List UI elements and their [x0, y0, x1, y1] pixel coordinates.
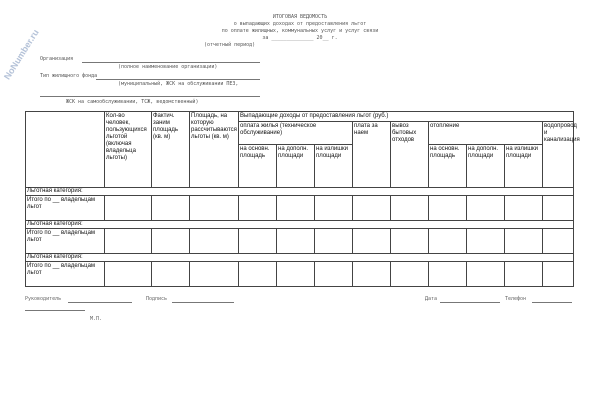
org-label: Организация [40, 56, 74, 62]
col-area-actual: Фактич. заним площадь (кв. м) [152, 112, 190, 188]
fund-line-2 [40, 96, 260, 97]
extra-line [25, 310, 85, 311]
fund-label: Тип жилищного фонда [40, 73, 98, 79]
head-line [68, 302, 132, 303]
category-row: Льготная категория: [26, 188, 574, 196]
income-table [25, 111, 580, 287]
total-label: Итого по __ владельцам льгот [26, 262, 105, 287]
watermark: NoNumber.ru [2, 27, 41, 82]
total-row [26, 262, 574, 287]
heating-sub-main: на основн. площадь [429, 145, 467, 188]
col-area-benefit: Площадь, на которую рассчитываются льготы (кв. м) [190, 112, 239, 188]
head-label: Руководитель [25, 296, 62, 302]
fund-line [96, 79, 260, 80]
title-line-2: о выпадающих доходах от предоставления льгот [233, 21, 367, 27]
group-housing: оплата жилья (техническое обслуживание) [239, 122, 353, 145]
total-label: Итого по __ владельцам льгот [26, 196, 105, 221]
category-row: Льготная категория: [26, 221, 574, 229]
date-line [440, 302, 500, 303]
phone-line [532, 302, 572, 303]
org-caption: (полное наименование организации) [118, 64, 218, 70]
stamp-label: М.П. [90, 316, 103, 322]
phone-label: Телефон [505, 296, 527, 302]
total-label: Итого по __ владельцам льгот [26, 229, 105, 254]
total-row [26, 196, 574, 221]
sign-line [172, 302, 234, 303]
title-line-3: по оплате жилищных, коммунальных услуг и услуг связи [221, 28, 379, 34]
category-row: Льготная категория: [26, 254, 574, 262]
col-waste: вывоз бытовых отходов [391, 122, 429, 188]
housing-sub-surplus: на излишки площади [315, 145, 353, 188]
title-line-4: за ______________ 20__ г. [262, 35, 338, 41]
group-heating: отопление [429, 122, 543, 145]
col-count-people: Кол-во человек, пользующихся льготой (включая владельца льготы) [105, 112, 152, 188]
heating-sub-surplus: на излишки площади [505, 145, 543, 188]
housing-sub-main: на основн. площадь [239, 145, 277, 188]
total-row [26, 229, 574, 254]
title-line-1: ИТОГОВАЯ ВЕДОМОСТЬ [272, 14, 328, 20]
housing-sub-extra: на дополн. площади [277, 145, 315, 188]
date-label: Дата [425, 296, 438, 302]
org-line [82, 62, 260, 63]
period-caption: (отчетный период) [204, 42, 256, 48]
sign-label: Подпись [146, 296, 168, 302]
col-rent: плата за наем [353, 122, 391, 188]
fund-caption-2: ЖСК на самообслуживании, ТСЖ, ведомственный) [66, 99, 199, 105]
group-lost-income: Выпадающие доходы от предоставления льгот (руб.) [239, 112, 574, 122]
fund-caption: (муниципальный, ЖСК на обслуживании ПЕЗ, [118, 81, 239, 87]
col-water: водопровод и канализация [543, 122, 574, 188]
heating-sub-extra: на дополн. площади [467, 145, 505, 188]
category-header-cell [26, 112, 105, 188]
